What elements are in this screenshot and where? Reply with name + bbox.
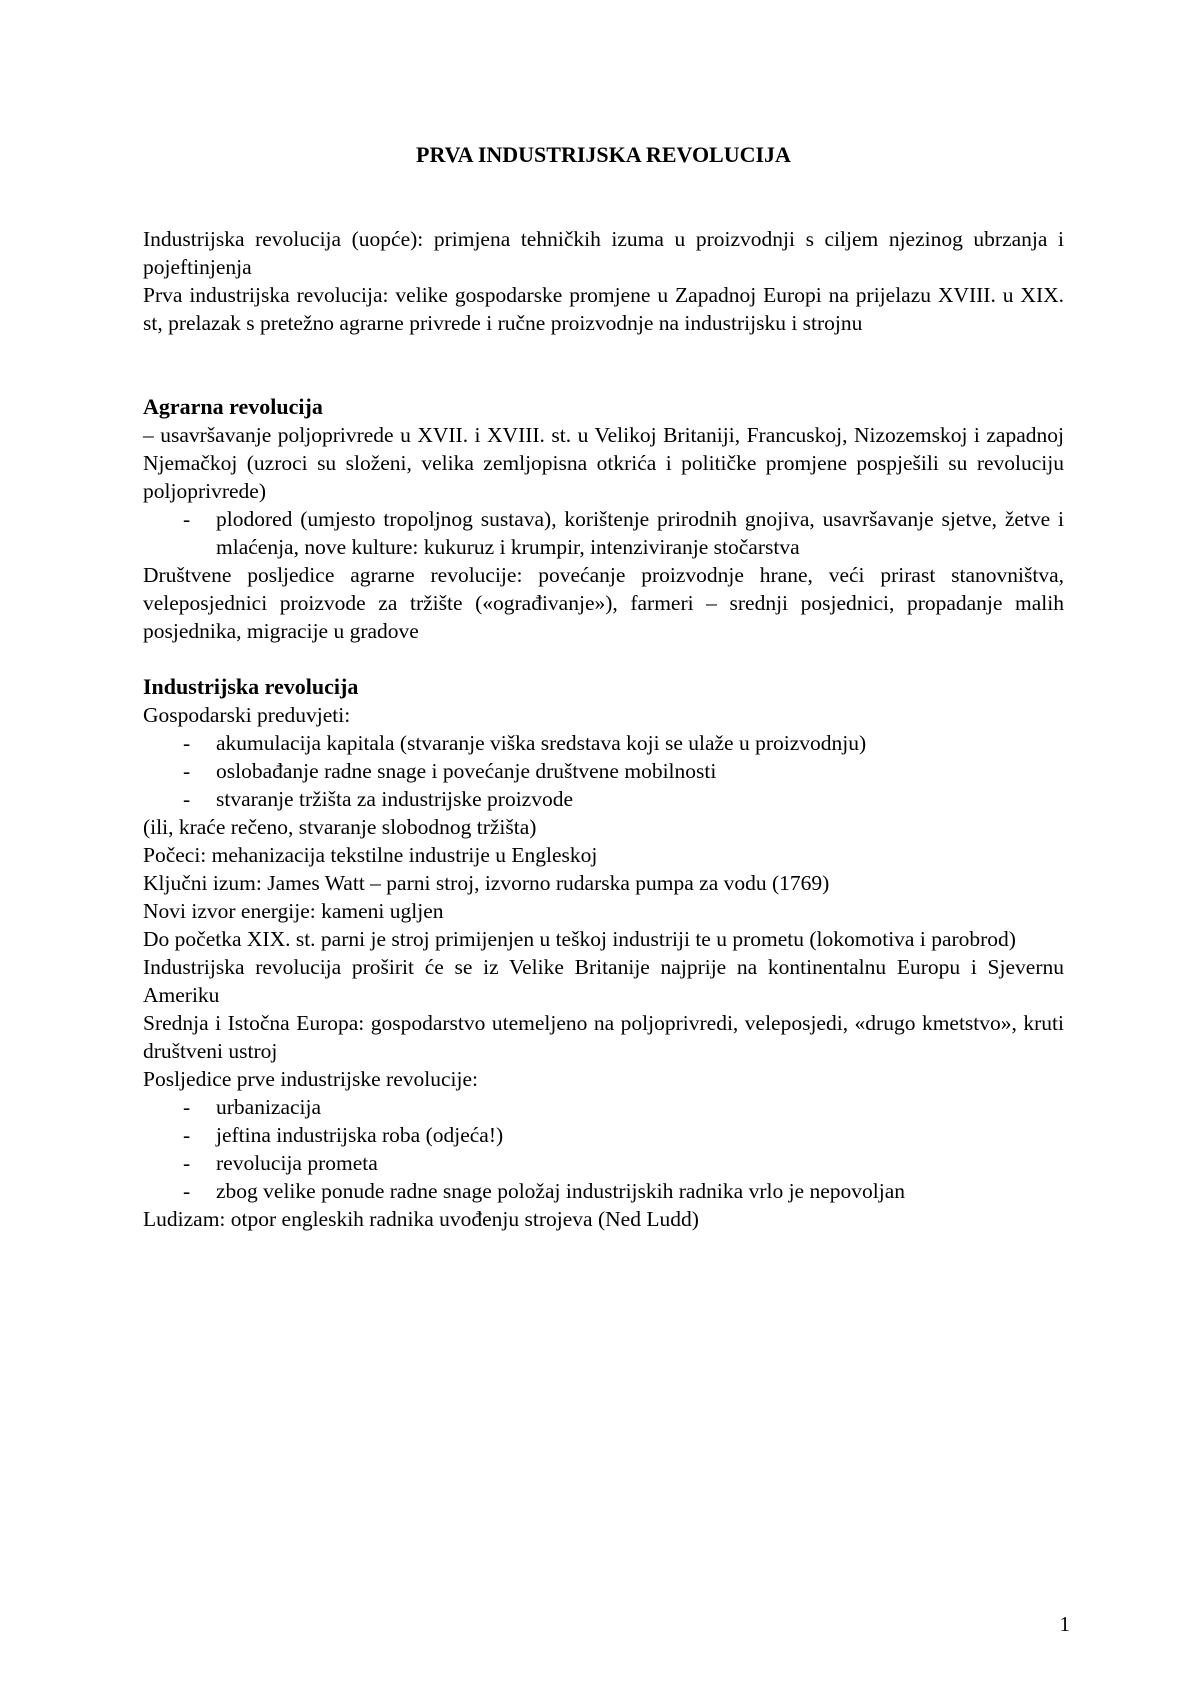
bullet-dash: - <box>183 507 191 531</box>
list-item <box>143 785 1064 813</box>
steam-use-paragraph: Do početka XIX. st. parni je stroj primijenjen u teškoj industriji te u prometu (lokomotiva i parobrod) <box>143 927 1016 951</box>
bullet-text: oslobađanje radne snage i povećanje društvene mobilnosti <box>216 759 717 783</box>
consequences-list <box>143 1093 1064 1205</box>
list-item <box>143 1093 1064 1121</box>
bullet-dash: - <box>183 731 191 755</box>
bullet-dash: - <box>183 1179 191 1203</box>
industrial-heading: Industrijska revolucija <box>143 674 359 699</box>
preconditions-label: Gospodarski preduvjeti: <box>143 703 351 727</box>
list-item <box>143 1177 1064 1205</box>
new-energy-line: Novi izvor energije: kameni ugljen <box>143 899 444 923</box>
bullet-text: zbog velike ponude radne snage položaj industrijskih radnika vrlo je nepovoljan <box>216 1179 906 1203</box>
list-item <box>143 757 1064 785</box>
agrarian-bullet-list <box>143 505 1064 561</box>
beginnings-line: Počeci: mehanizacija tekstilne industrije u Engleskoj <box>143 843 598 867</box>
bullet-text: stvaranje tržišta za industrijske proizvode <box>216 787 574 811</box>
list-item <box>143 1149 1064 1177</box>
intro-definition-paragraph: Industrijska revolucija (uopće): primjena tehničkih izuma u proizvodnji s ciljem njezinog ubrzanja i pojeftinjenja <box>143 227 1064 279</box>
consequences-label: Posljedice prve industrijske revolucije: <box>143 1067 478 1091</box>
industrial-section <box>143 673 1064 1233</box>
spread-paragraph: Industrijska revolucija proširit će se iz Velike Britanije najprije na kontinentalnu Europu i Sjevernu Ameriku <box>143 955 1064 1007</box>
intro-first-revolution-paragraph: Prva industrijska revolucija: velike gospodarske promjene u Zapadnoj Europi na prijelazu XVIII. u XIX. st, prelazak s pretežno agrarne privrede i ručne proizvodnje na industrijsku i strojnu <box>143 283 1064 335</box>
central-europe-paragraph: Srednja i Istočna Europa: gospodarstvo utemeljeno na poljoprivredi, veleposjedi, «drugo kmetstvo», kruti društveni ustroj <box>143 1011 1064 1063</box>
agrarian-description-paragraph: – usavršavanje poljoprivrede u XVII. i XVIII. st. u Velikoj Britaniji, Francuskoj, Nizozemskoj i zapadnoj Njemačkoj (uzroci su složeni, velika zemljopisna otkrića i političke promjene pospješili su revoluciju poljoprivrede) <box>143 423 1064 503</box>
luddism-line: Ludizam: otpor engleskih radnika uvođenju strojeva (Ned Ludd) <box>143 1207 699 1231</box>
agrarian-consequences-paragraph: Društvene posljedice agrarne revolucije: povećanje proizvodnje hrane, veći prirast stanovništva, veleposjednici proizvode za tržište («ograđivanje»), farmeri – srednji posjednici, propadanje malih posjednika, migracije u gradove <box>143 563 1064 643</box>
list-item <box>143 729 1064 757</box>
bullet-dash: - <box>183 759 191 783</box>
list-item <box>143 505 1064 561</box>
bullet-dash: - <box>183 1095 191 1119</box>
bullet-text: jeftina industrijska roba (odjeća!) <box>216 1123 504 1147</box>
bullet-dash: - <box>183 1151 191 1175</box>
key-invention-line: Ključni izum: James Watt – parni stroj, izvorno rudarska pumpa za vodu (1769) <box>143 871 830 895</box>
short-version-line: (ili, kraće rečeno, stvaranje slobodnog tržišta) <box>143 815 537 839</box>
page-number: 1 <box>1059 1612 1070 1636</box>
bullet-text: akumulacija kapitala (stvaranje viška sredstava koji se ulaže u proizvodnju) <box>216 731 867 755</box>
bullet-text: revolucija prometa <box>216 1151 378 1175</box>
intro-section <box>143 225 1064 337</box>
agrarian-section <box>143 393 1064 645</box>
bullet-dash: - <box>183 787 191 811</box>
page-title: PRVA INDUSTRIJSKA REVOLUCIJA <box>416 142 791 167</box>
bullet-text: plodored (umjesto tropoljnog sustava), korištenje prirodnih gnojiva, usavršavanje sjetve, žetve i mlaćenja, nove kulture: kukuruz i krumpir, intenziviranje stočarstva <box>216 507 1064 559</box>
bullet-text: urbanizacija <box>216 1095 322 1119</box>
preconditions-list <box>143 729 1064 813</box>
list-item <box>143 1121 1064 1149</box>
agrarian-heading: Agrarna revolucija <box>143 394 323 419</box>
bullet-dash: - <box>183 1123 191 1147</box>
